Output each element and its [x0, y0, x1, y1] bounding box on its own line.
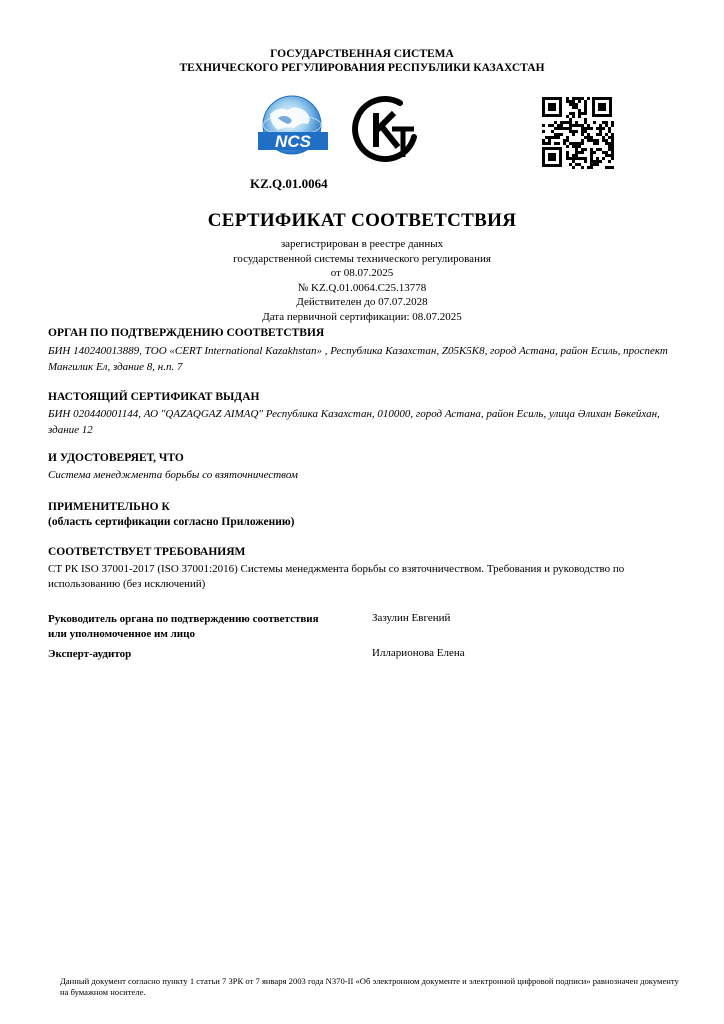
applied-to-heading: ПРИМЕНИТЕЛЬНО К — [48, 501, 170, 513]
expert-signature-name: Илларионова Елена — [372, 647, 465, 659]
first-certification-date: Дата первичной сертификации: 08.07.2025 — [262, 310, 462, 323]
certifies-heading: И УДОСТОВЕРЯЕТ, ЧТО — [48, 452, 184, 464]
certificate-number: № KZ.Q.01.0064.C25.13778 — [297, 281, 427, 294]
registration-info — [0, 237, 724, 325]
certification-body-heading: ОРГАН ПО ПОДТВЕРЖДЕНИЮ СООТВЕТСТВИЯ — [48, 327, 325, 339]
registered-line-2: государственной системы технического регулирования — [233, 252, 491, 265]
registered-line-1: зарегистрирован в реестре данных — [280, 238, 444, 250]
header-line-1: ГОСУДАРСТВЕННАЯ СИСТЕМА — [270, 48, 454, 60]
header-line-2: ТЕХНИЧЕСКОГО РЕГУЛИРОВАНИЯ РЕСПУБЛИКИ КАЗАХСТАН — [179, 62, 545, 74]
kt-conformity-mark-icon — [352, 95, 422, 165]
head-signature-label: Руководитель органа по подтверждению соответствия или уполномоченное им лицо — [48, 613, 319, 640]
valid-until: Действителен до 07.07.2028 — [296, 296, 428, 309]
date-from: от 08.07.2025 — [330, 267, 394, 280]
legal-footer-note: Данный документ согласно пункту 1 статьи 7 ЗРК от 7 января 2003 года N370-II «Об электронном документе и электронной цифровой подписи» равнозначен документу на бумажном носителе. — [60, 976, 679, 997]
expert-signature-label: Эксперт-аудитор — [48, 648, 132, 660]
ncs-logo-icon — [248, 92, 338, 164]
certifies-text: Система менеджмента борьбы со взяточничеством — [48, 469, 298, 481]
ncs-logo-text: NCS — [275, 132, 311, 151]
qr-code-icon — [540, 95, 614, 169]
certificate-title: СЕРТИФИКАТ СООТВЕТСТВИЯ — [207, 210, 517, 231]
issued-to-text: БИН 020440001144, АО "QAZAQGAZ AIMAQ" Республика Казахстан, 010000, город Астана, район Есиль, улица Әлихан Бөкейхан, здание 12 — [48, 408, 660, 436]
complies-heading: СООТВЕТСТВУЕТ ТРЕБОВАНИЯМ — [48, 546, 246, 558]
complies-text: СТ РК ISO 37001-2017 (ISO 37001:2016) Системы менеджмента борьбы со взяточничеством. Требования и руководство по использованию (без исключений) — [48, 563, 625, 590]
document-header — [0, 47, 724, 75]
certification-body-text: БИН 140240013889, ТОО «CERT International Kazakhstan» , Республика Казахстан, Z05K5K8, город Астана, район Есиль, проспект Мангилик Ел, здание 8, н.п. 7 — [48, 345, 668, 373]
registration-code: KZ.Q.01.0064 — [250, 176, 328, 191]
issued-to-heading: НАСТОЯЩИЙ СЕРТИФИКАТ ВЫДАН — [48, 391, 260, 403]
applied-to-subtitle: (область сертификации согласно Приложению) — [48, 516, 295, 528]
head-signature-name: Зазулин Евгений — [372, 612, 451, 624]
